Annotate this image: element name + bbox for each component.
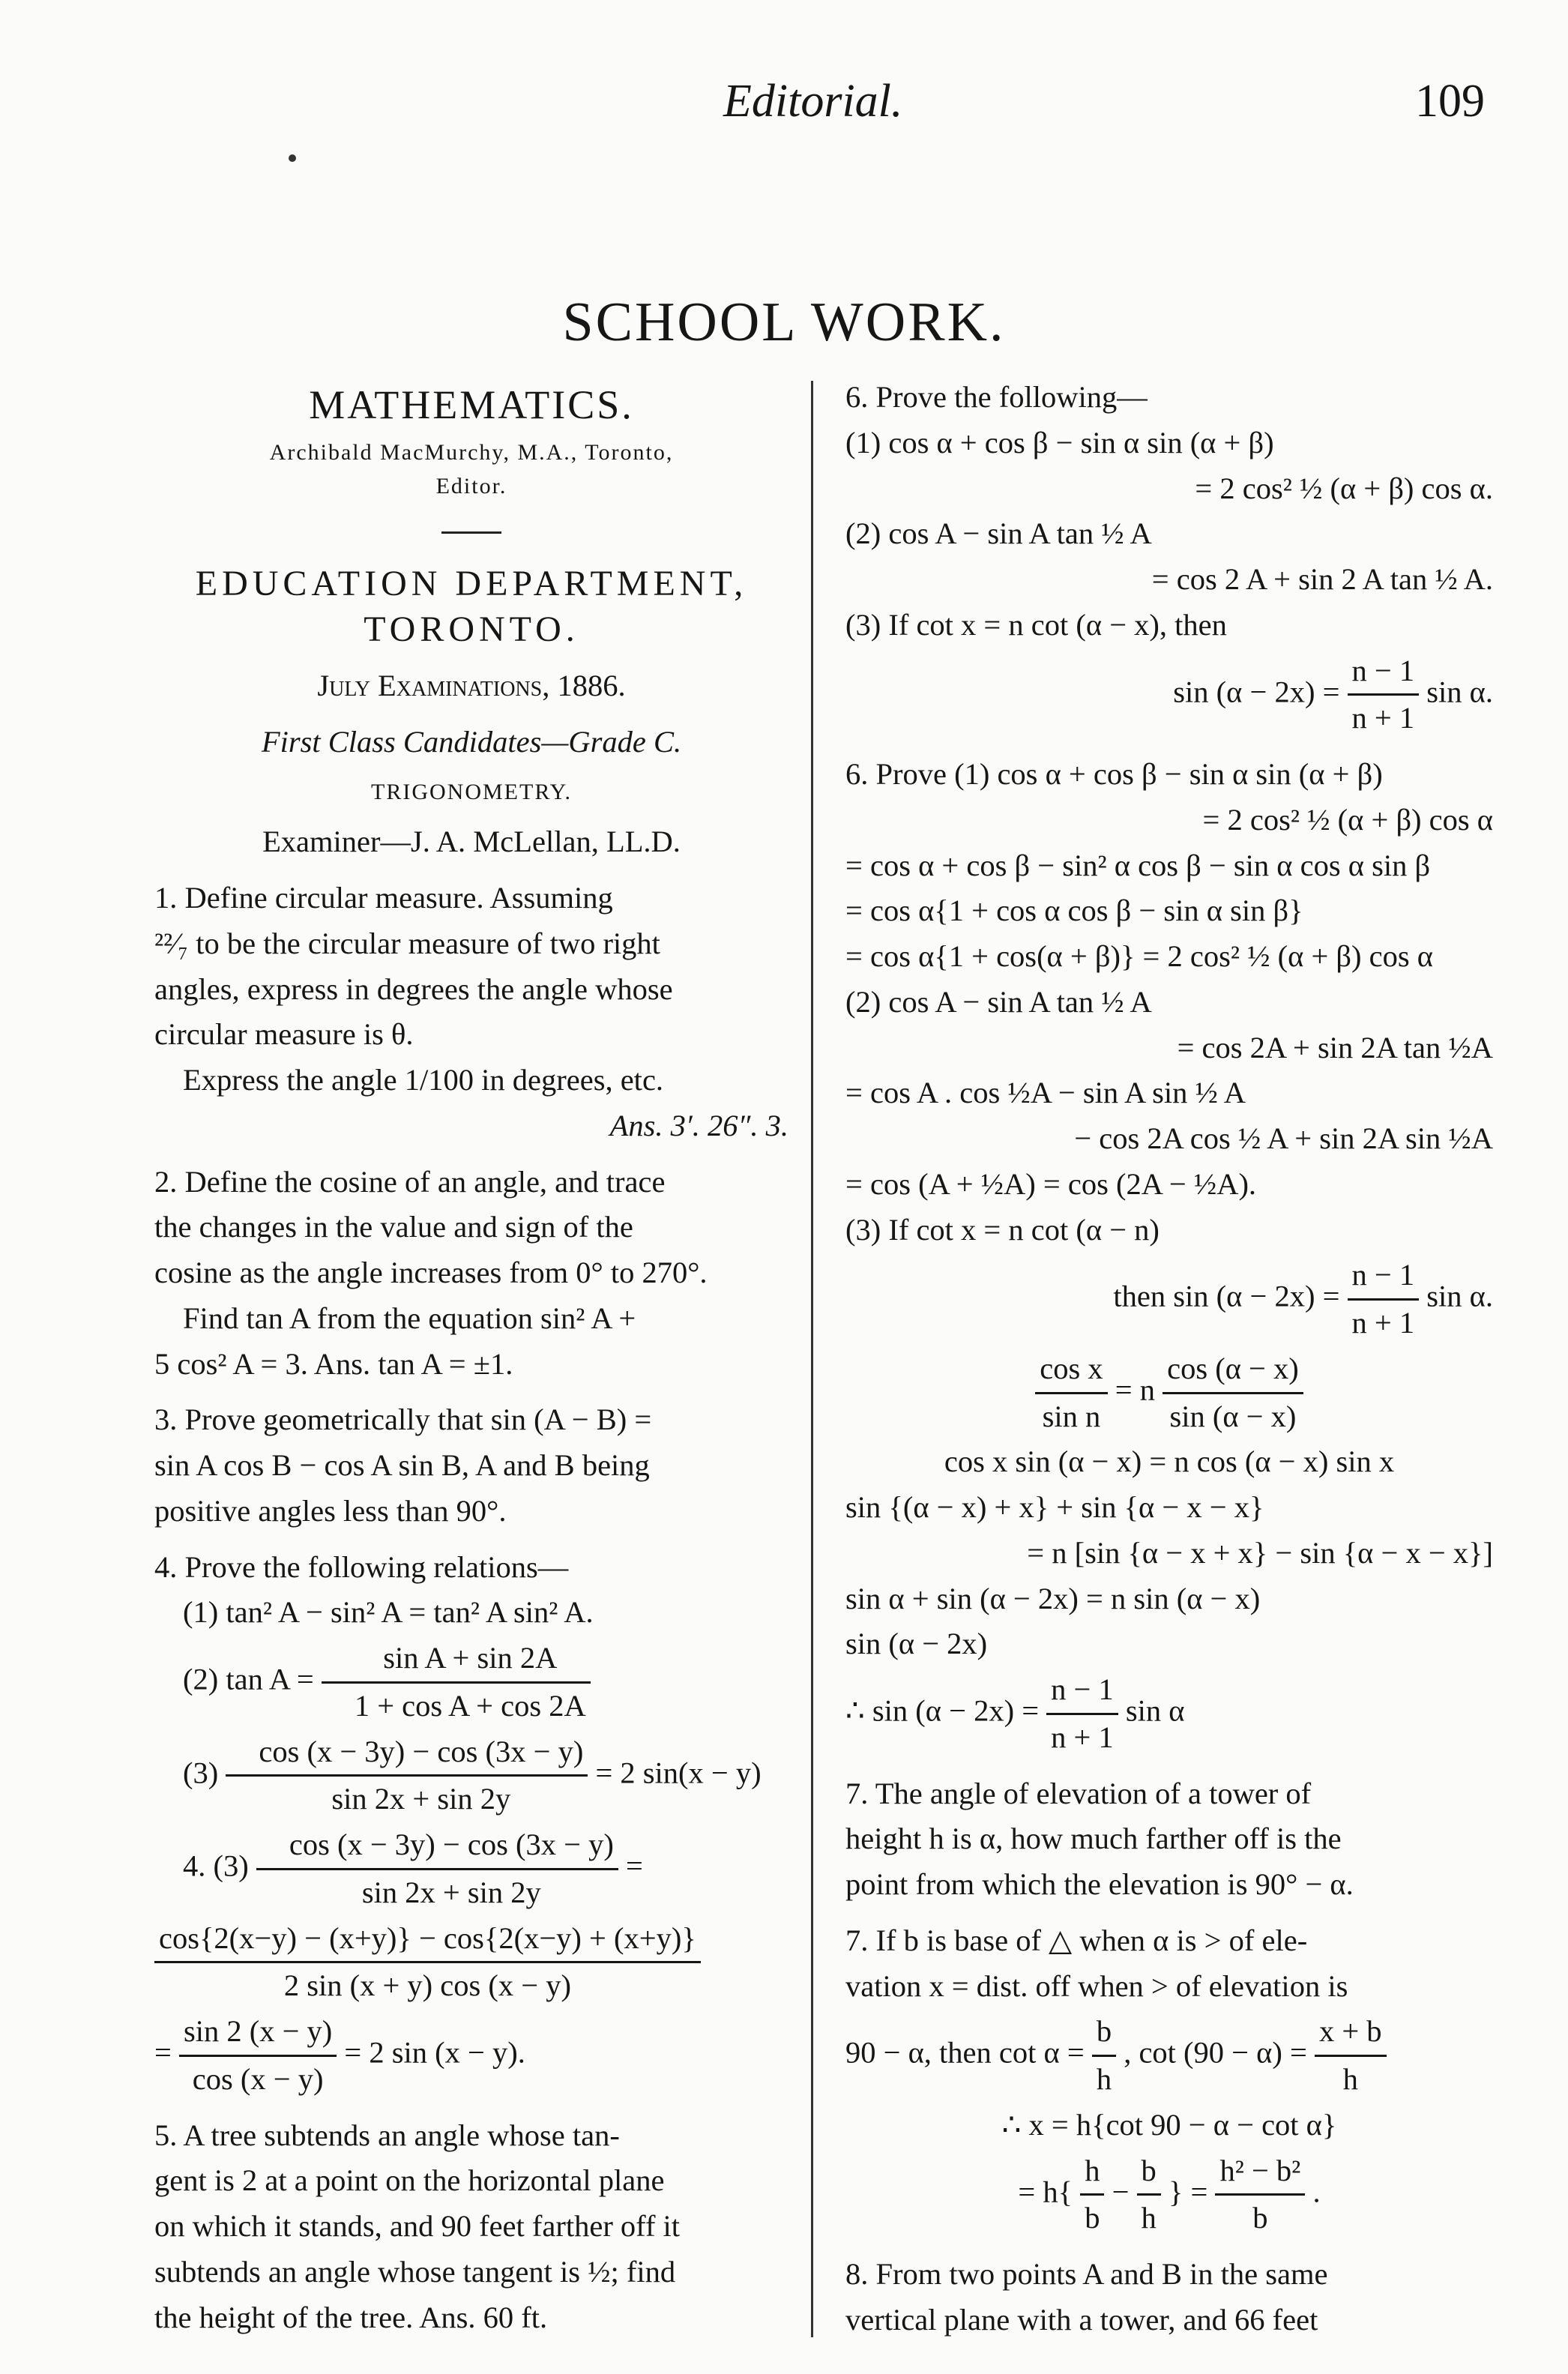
fraction: $\frac{h}{b}$ bbox=[1080, 2148, 1104, 2242]
subject-heading: TRIGONOMETRY. bbox=[371, 780, 572, 805]
examiner-line: Examiner—J. A. McLellan, LL.D. bbox=[262, 825, 681, 859]
column-divider bbox=[811, 381, 813, 2337]
question-7: 7. The angle of elevation of a tower of height h is α, how much farther off is the point from which the elevation is 90° − α. bbox=[845, 1776, 1354, 1901]
ink-speck bbox=[289, 154, 296, 162]
fraction: $\frac{\text{cos x}}{\text{sin n}}$ bbox=[1035, 1346, 1107, 1440]
right-column bbox=[845, 375, 1493, 2343]
question-3: 3. Prove geometrically that sin (A − B) = sin A cos B − cos A sin B, A and B being positive angles less than 90°. bbox=[154, 1403, 652, 1528]
department-heading: EDUCATION DEPARTMENT, bbox=[195, 564, 748, 603]
q4-part3: (3) $\frac{\cos (x - 3y) - \cos (3x - y)}{\sin 2x + \sin 2y}$ = 2 sin(x − y) bbox=[154, 1729, 788, 1823]
fraction: $\frac{\cos\{2(x-y) - (x+y)\} - \cos\{2(x-y) + (x+y)\}}{2 \sin (x + y) \cos (x - y)}$ bbox=[154, 1916, 701, 2010]
fraction: $\frac{b}{h}$ bbox=[1137, 2148, 1161, 2242]
left-column bbox=[154, 375, 788, 2340]
fraction: $\frac{n - 1}{n + 1}$ bbox=[1348, 648, 1420, 742]
question-4: 4. Prove the following relations— (1) tan² A − sin² A = tan² A sin² A. (2) tan A = $\frac{\text{sin A + sin 2A}}{\text{1 + cos A + cos 2A}}$ (3) $\frac{\cos (x - 3y) - \cos (3x - y)}{\sin 2x + \sin 2y}$ = 2 sin(x − y) bbox=[154, 1545, 788, 1823]
fraction: $\frac{\text{h² − b²}}{b}$ bbox=[1215, 2148, 1305, 2242]
department-city: TORONTO. bbox=[364, 609, 579, 650]
fraction: $\frac{\text{sin A + sin 2A}}{\text{1 + cos A + cos 2A}}$ bbox=[322, 1636, 591, 1729]
editor-line: Archibald MacMurchy, M.A., Toronto, bbox=[269, 440, 674, 465]
question-8: 8. From two points A and B in the same vertical plane with a tower, and 66 feet bbox=[845, 2257, 1328, 2337]
q4-part2: (2) tan A = $\frac{\text{sin A + sin 2A}}{\text{1 + cos A + cos 2A}}$ bbox=[154, 1636, 788, 1729]
fraction: $\frac{b}{h}$ bbox=[1092, 2009, 1116, 2103]
answer-6: 6. Prove (1) cos α + cos β − sin α sin (α + β) = 2 cos² ½ (α + β) cos α = cos α + cos β − sin² α cos β − sin α cos α sin β = cos α{1 + cos α cos β − sin α sin β} = cos α{1 + cos(α + β)} = 2 cos² ½ (α + β) cos α (2) cos A − sin A tan ½ A = cos 2A + sin 2A tan ½A = cos A . cos ½A − sin A sin ½ A − cos 2A cos ½ A + sin 2A sin ½A = cos (A + ½A) = cos (2A − ½A). (3) If cot x = n cot (α − n) then sin (α − 2x) = $\frac{n - 1}{n + 1}$ sin α. $\frac{\text{cos x}}{\text{sin n}}$ = n $\frac{\cos (\alpha - x)}{\sin (\alpha - x)}$ cos x sin (α − x) = n cos (α − x) sin x sin {(α − x) + x} + sin {α − x − x} = n [sin {α − x + x} − sin {α − x − x}] sin α + sin (α − 2x) = n sin (α − x) sin (α − 2x) ∴ sin (α − 2x) = $\frac{n - 1}{n + 1}$ sin α bbox=[845, 752, 1493, 1761]
question-2: 2. Define the cosine of an angle, and trace the changes in the value and sign of the cosine as the angle increases from 0° to 270°. Find tan A from the equation sin² A + 5 cos² A = 3. Ans. tan A = ±1. bbox=[154, 1164, 708, 1381]
exam-session: July Examinations, 1886. bbox=[317, 668, 626, 702]
divider bbox=[441, 531, 501, 534]
running-head-title: Editorial. bbox=[723, 76, 903, 127]
candidates-line: First Class Candidates—Grade C. bbox=[261, 724, 682, 759]
fraction: $\frac{n - 1}{n + 1}$ bbox=[1348, 1253, 1420, 1346]
answer-4: 4. (3) $\frac{\cos (x - 3y) - \cos (3x - y)}{\sin 2x + \sin 2y}$ = $\frac{\cos\{2(x-y) - (x+y)\} - \cos\{2(x-y) + (x+y)\}}{2 \sin (x + y) \cos (x - y)}$ = $\frac{\sin 2 (x - y)}{\cos (x - y)}$ = 2 sin (x − y). bbox=[154, 1822, 788, 2103]
section-heading: MATHEMATICS. bbox=[309, 382, 634, 427]
fraction: $\frac{x + b}{h}$ bbox=[1315, 2009, 1387, 2103]
answer-7: 7. If b is base of △ when α is > of ele- vation x = dist. off when > of elevation is 90 − α, then cot α = $\frac{b}{h}$ , cot (90 − α) = $\frac{x + b}{h}$ ∴ x = h{cot 90 − α − cot α} = h{ $\frac{h}{b}$ − $\frac{b}{h}$ } = $\frac{\text{h² − b²}}{b}$ . bbox=[845, 1918, 1493, 2241]
question-5: 5. A tree subtends an angle whose tan- gent is 2 at a point on the horizontal plane on which it stands, and 90 feet farther off it subtends an angle whose tangent is ½; find the height of the tree. Ans. 60 ft. bbox=[154, 2118, 681, 2334]
fraction: $\frac{\cos (x - 3y) - \cos (3x - y)}{\sin 2x + \sin 2y}$ bbox=[226, 1729, 588, 1823]
page-title: SCHOOL WORK. bbox=[562, 292, 1006, 353]
answer-1: Ans. 3′. 26″. 3. bbox=[609, 1108, 788, 1142]
fraction: $\frac{\cos (\alpha - x)}{\sin (\alpha - x)}$ bbox=[1163, 1346, 1303, 1440]
fraction: $\frac{\sin 2 (x - y)}{\cos (x - y)}$ bbox=[179, 2009, 337, 2103]
page-number: 109 bbox=[1415, 76, 1485, 127]
question-1: 1. Define circular measure. Assuming ²²⁄₇ to be the circular measure of two right angles, express in degrees the angle whose circular measure is θ. Express the angle 1/100 in degrees, etc. Ans. 3′. 26″. 3. bbox=[154, 876, 788, 1149]
fraction: $\frac{\cos (x - 3y) - \cos (3x - y)}{\sin 2x + \sin 2y}$ bbox=[256, 1822, 618, 1916]
editor-title: Editor. bbox=[435, 474, 507, 498]
fraction: $\frac{n - 1}{n + 1}$ bbox=[1046, 1667, 1118, 1761]
question-6: 6. Prove the following— (1) cos α + cos β − sin α sin (α + β) = 2 cos² ½ (α + β) cos α. (2) cos A − sin A tan ½ A = cos 2 A + sin 2 A tan ½ A. (3) If cot x = n cot (α − x), then sin (α − 2x) = $\frac{n - 1}{n + 1}$ sin α. bbox=[845, 375, 1493, 741]
